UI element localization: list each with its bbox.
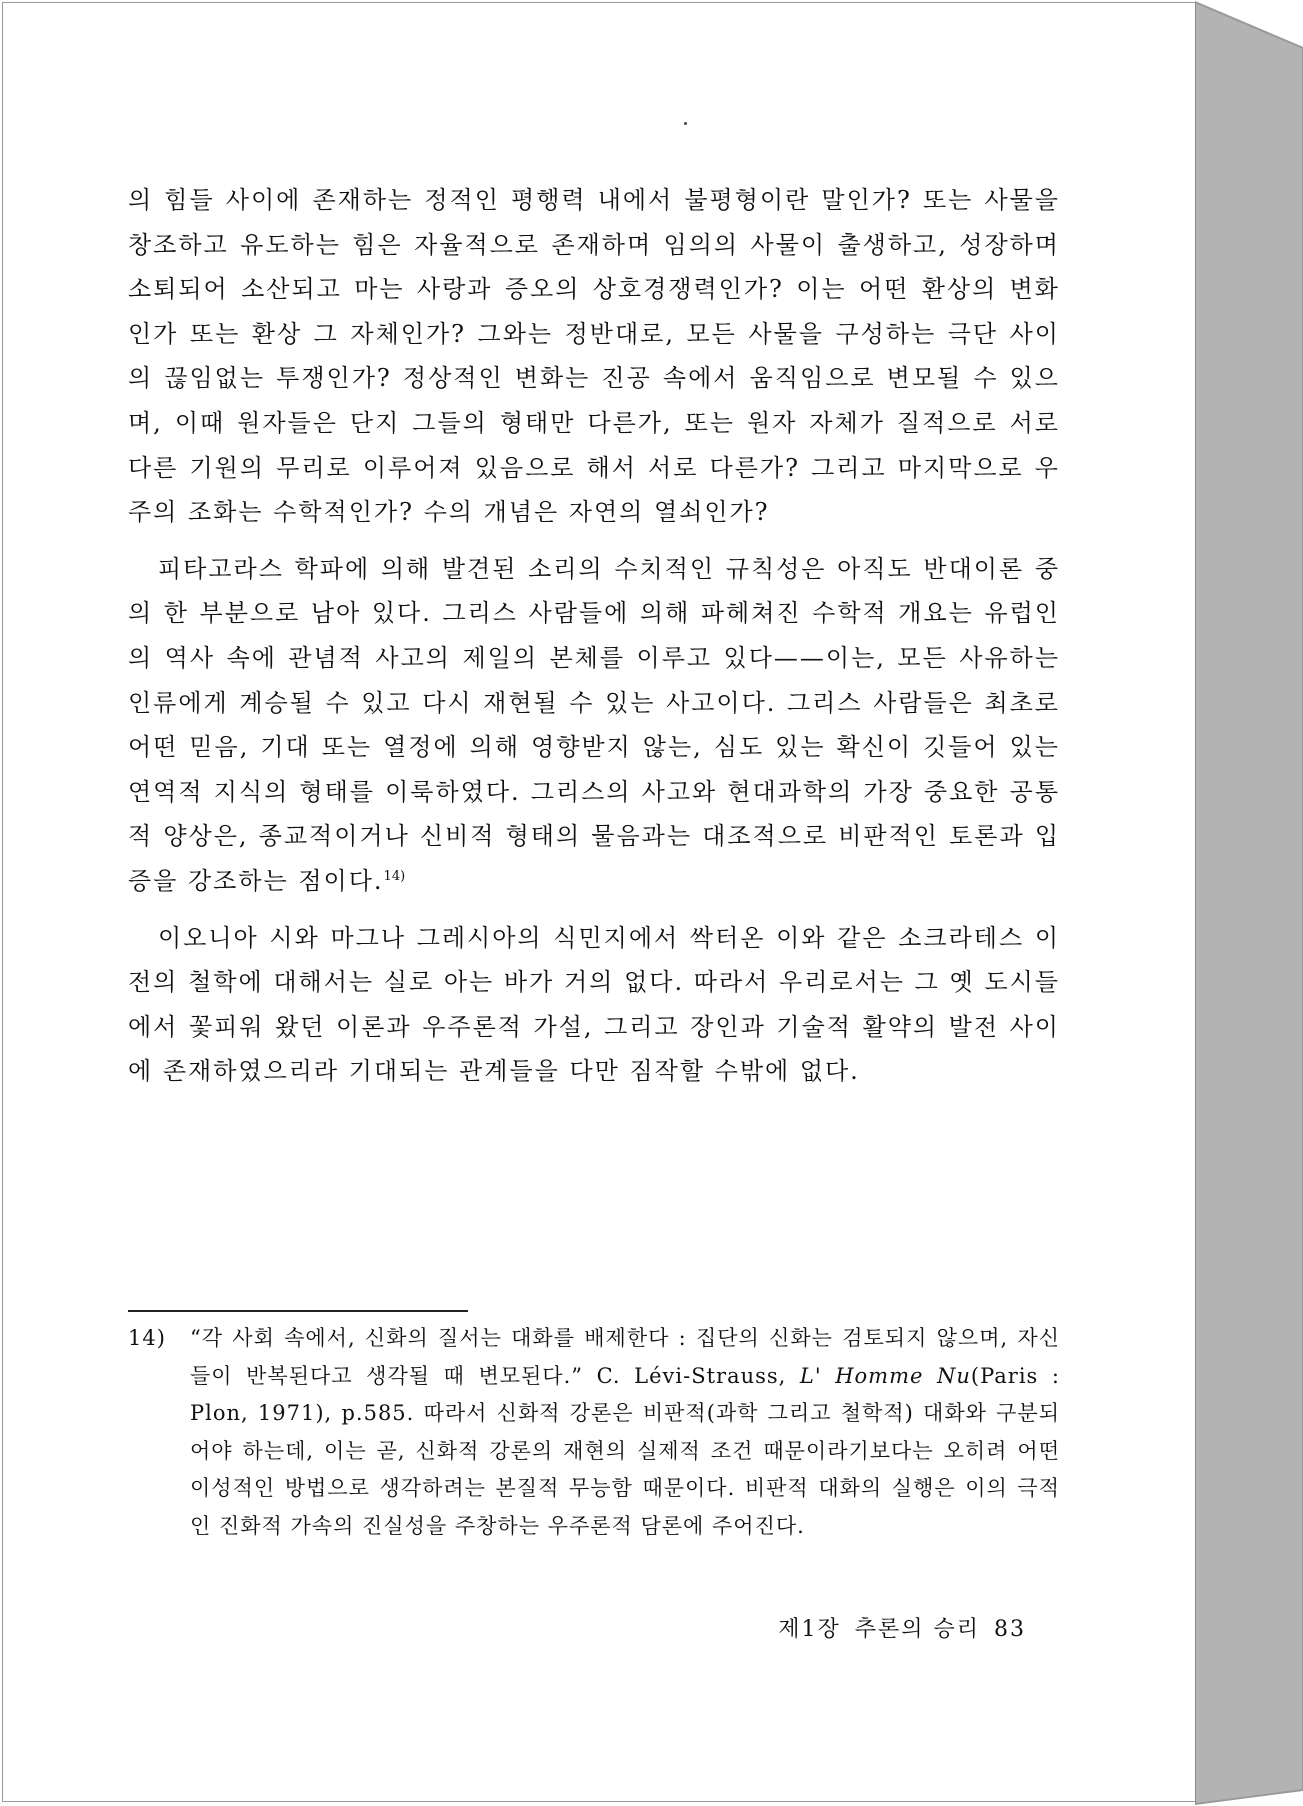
footer-title: 추론의 승리 [854,1617,980,1642]
page-footer [764,1612,1026,1643]
footnote [128,1320,1060,1546]
page-number: 83 [994,1617,1026,1642]
paragraph-2-text: 피타고라스 학파에 의해 발견된 소리의 수치적인 규칙성은 아직도 반대이론 중의 한 부분으로 남아 있다. 그리스 사람들에 의해 파헤쳐진 수학적 개요는 유럽인의 역사 속에 관념적 사고의 제일의 본체를 이루고 있다——이는, 모든 사유하는 인류에게 계승될 수 있고 다시 재현될 수 있는 사고이다. 그리스 사람들은 최초로 어떤 믿음, 기대 또는 열정에 의해 영향받지 않는, 심도 있는 확신이 깃들어 있는 연역적 지식의 형태를 이룩하였다. 그리스의 사고와 현대과학의 가장 중요한 공통적 양상은, 종교적이거나 신비적 형태의 물음과는 대조적으로 비판적인 토론과 입증을 강조하는 점이다. [128,554,1060,895]
spine-side [1195,2,1303,1804]
book-spine [1195,0,1303,1806]
paragraph-1: 의 힘들 사이에 존재하는 정적인 평행력 내에서 불평형이란 말인가? 또는 사물을 창조하고 유도하는 힘은 자율적으로 존재하며 임의의 사물이 출생하고, 성장하며 소퇴되어 소산되고 마는 사랑과 증오의 상호경쟁력인가? 이는 어떤 환상의 변화인가 또는 환상 그 자체인가? 그와는 정반대로, 모든 사물을 구성하는 극단 사이의 끊임없는 투쟁인가? 정상적인 변화는 진공 속에서 움직임으로 변모될 수 있으며, 이때 원자들은 단지 그들의 형태만 다른가, 또는 원자 자체가 질적으로 서로 다른 기원의 무리로 이루어져 있음으로 해서 서로 다른가? 그리고 마지막으로 우주의 조화는 수학적인가? 수의 개념은 자연의 열쇠인가? [128,186,1060,527]
footnote-text-before: “각 사회 속에서, 신화의 질서는 대화를 배제한다 : 집단의 신화는 검토되지 않으며, 자신들이 반복된다고 생각될 때 변모된다.” C. Lévi-Strauss, [190,1326,1060,1388]
paragraph-3: 이오니아 시와 마그나 그레시아의 식민지에서 싹터온 이와 같은 소크라테스 이전의 철학에 대해서는 실로 아는 바가 거의 없다. 따라서 우리로서는 그 옛 도시들에서 꽃피워 왔던 이론과 우주론적 가설, 그리고 장인과 기술적 활약의 발전 사이에 존재하였으리라 기대되는 관계들을 다만 짐작할 수밖에 없다. [128,923,1060,1086]
footnote-number: 14) [128,1326,166,1350]
footnote-divider [128,1310,468,1312]
footnote-text-after: (Paris : Plon, 1971), p.585. 따라서 신화적 강론은 비판적(과학 그리고 철학적) 대화와 구분되어야 하는데, 이는 곧, 신화적 강론의 재현의 실제적 조건 때문이라기보다는 오히려 어떤 이성적인 방법으로 생각하려는 본질적 무능함 때문이다. 비판적 대화의 실행은 이의 극적인 진화적 가속의 진실성을 주창하는 우주론적 담론에 주어진다. [190,1363,1060,1538]
footer-chapter: 제1장 [778,1617,841,1642]
paragraph-2 [128,547,1060,904]
footnote-reference: 14) [383,868,406,884]
body-text [128,178,1060,1106]
footnote-book-title: L' Homme Nu [799,1363,971,1388]
page-mark-dot [684,122,687,125]
footnote-text [190,1320,1060,1546]
